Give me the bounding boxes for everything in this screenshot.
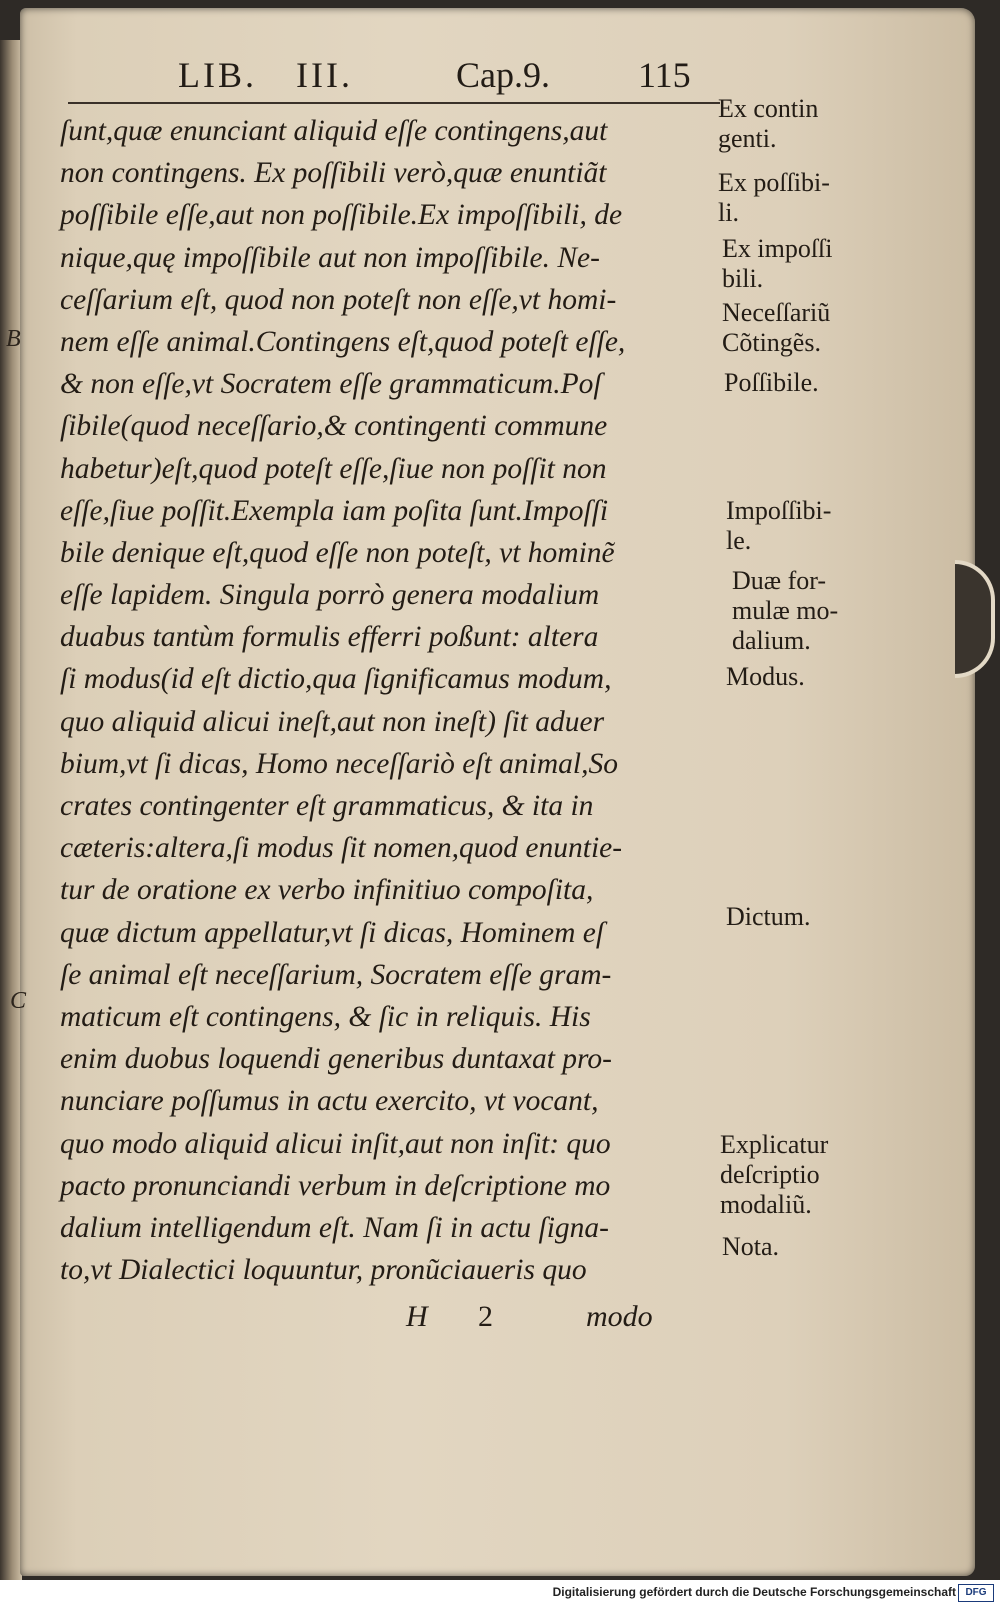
facing-page-edge <box>0 40 22 1580</box>
footer-catchword: modo <box>586 1300 653 1333</box>
body-line: quo aliquid alicui ineſt,aut non ineſt) ſit aduer <box>60 705 605 738</box>
body-line: ſi modus(id eſt dictio,qua ſignificamus modum, <box>60 663 612 696</box>
body-line: & non eſſe,vt Socratem eſſe grammaticum.Poſ <box>60 368 602 401</box>
marginal-note <box>726 496 831 556</box>
body-line: ſe animal eſt neceſſarium, Socratem eſſe gram- <box>60 958 612 991</box>
marginal-note-line: Impoſſibi- <box>726 496 832 525</box>
marginal-note-line: modaliũ. <box>720 1190 812 1219</box>
marginal-note <box>720 1130 828 1220</box>
marginal-note-line: li. <box>718 198 739 227</box>
body-line: tur de oratione ex verbo infinitiuo compoſita, <box>60 874 594 907</box>
body-line: crates contingenter eſt grammaticus, & ita in <box>60 790 594 822</box>
body-line: habetur)eſt,quod poteſt eſſe,ſiue non poſſit non <box>60 452 607 485</box>
marginal-note-line: Ex impoſſi <box>722 234 833 263</box>
body-line: maticum eſt contingens, & ſic in reliquis. His <box>60 1000 591 1033</box>
running-head-chapter: Cap.9. <box>456 55 550 95</box>
body-line: quæ dictum appellatur,vt ſi dicas, Hominem eſ <box>60 916 605 949</box>
body-line: nique,quę impoſſibile aut non impoſſibile. Ne- <box>60 241 600 274</box>
marginal-note <box>726 662 805 692</box>
marginal-note-line: mulæ mo- <box>732 596 839 625</box>
body-line: duabus tantùm formulis efferri poßunt: altera <box>60 621 599 654</box>
marginal-note-line: Poſſibile. <box>724 368 819 397</box>
marginal-note-line: Neceſſariũ <box>722 298 831 327</box>
body-line: eſſe lapidem. Singula porrò genera modalium <box>60 579 600 612</box>
running-head-book: LIB. <box>178 55 257 95</box>
marginal-note-line: Duæ for- <box>732 566 827 595</box>
page-tab-clip <box>955 560 995 678</box>
book-page <box>6 8 975 1576</box>
marginal-note-line: le. <box>726 526 752 555</box>
body-line: nunciare poſſumus in actu exercito, vt vocant, <box>60 1085 599 1118</box>
body-line: ſibile(quod neceſſario,& contingenti commune <box>60 410 608 443</box>
marginal-note-line: Nota. <box>722 1232 780 1261</box>
body-line: to,vt Dialectici loquuntur, pronũciaueris quo <box>60 1254 587 1287</box>
body-line: bile denique eſt,quod eſſe non poteſt, vt hominẽ <box>60 536 615 569</box>
marginal-note-line: Ex poſſibi- <box>718 168 830 197</box>
footer-signature: H <box>406 1300 428 1333</box>
body-line: dalium intelligendum eſt. Nam ſi in actu ſigna- <box>60 1211 609 1244</box>
marginal-note <box>732 566 838 656</box>
marginal-note <box>724 368 819 398</box>
body-line: ceſſarium eſt, quod non poteſt non eſſe,vt homi- <box>60 283 617 316</box>
credit-bar <box>0 1580 1000 1606</box>
head-rule <box>68 102 720 104</box>
credit-text: Digitalisierung gefördert durch die Deutsche Forschungsgemeinschaft <box>552 1585 956 1599</box>
running-head-book-number: III. <box>296 55 353 95</box>
running-head <box>178 54 738 108</box>
body-line: eſſe,ſiue poſſit.Exempla iam poſita ſunt.Impoſſi <box>60 494 609 527</box>
body-line: pacto pronunciandi verbum in deſcriptione mo <box>60 1169 611 1202</box>
body-text <box>60 110 740 1291</box>
marginal-note-line: dalium. <box>732 626 811 655</box>
marginal-note <box>718 94 818 154</box>
margin-letter-c: C <box>10 988 27 1014</box>
marginal-note-line: bili. <box>722 264 764 293</box>
marginal-note <box>722 234 833 294</box>
body-line: cæteris:altera,ſi modus ſit nomen,quod enuntie- <box>60 832 623 865</box>
marginal-note-line: Ex contin <box>718 94 819 123</box>
body-line: ſunt,quæ enunciant aliquid eſſe contingens,aut <box>60 115 608 147</box>
body-line: enim duobus loquendi generibus duntaxat pro- <box>60 1043 612 1076</box>
page-number: 115 <box>638 55 691 95</box>
footer-signature-number: 2 <box>478 1300 493 1333</box>
body-line: bium,vt ſi dicas, Homo neceſſariò eſt animal,So <box>60 747 618 780</box>
body-line: quo modo aliquid alicui inſit,aut non inſit: quo <box>60 1127 611 1160</box>
marginal-note-line: Modus. <box>726 662 805 691</box>
marginal-note-line: Dictum. <box>726 902 811 931</box>
marginal-note-line: Explicatur <box>720 1130 829 1159</box>
marginal-note <box>726 902 811 932</box>
body-line: non contingens. Ex poſſibili verò,quæ enuntiãt <box>60 157 607 190</box>
body-line: nem eſſe animal.Contingens eſt,quod poteſt eſſe, <box>60 325 626 358</box>
marginal-note <box>718 168 830 228</box>
marginal-note-line: genti. <box>718 124 777 153</box>
margin-letter-b: B <box>6 326 21 352</box>
marginal-note-line: deſcriptio <box>720 1160 820 1189</box>
dfg-logo-icon: DFG <box>958 1584 994 1602</box>
marginal-note <box>722 1232 779 1262</box>
marginal-note <box>722 298 830 358</box>
body-line: poſſibile eſſe,aut non poſſibile.Ex impoſſibili, de <box>60 199 623 232</box>
marginal-note-line: Cõtingẽs. <box>722 328 821 357</box>
